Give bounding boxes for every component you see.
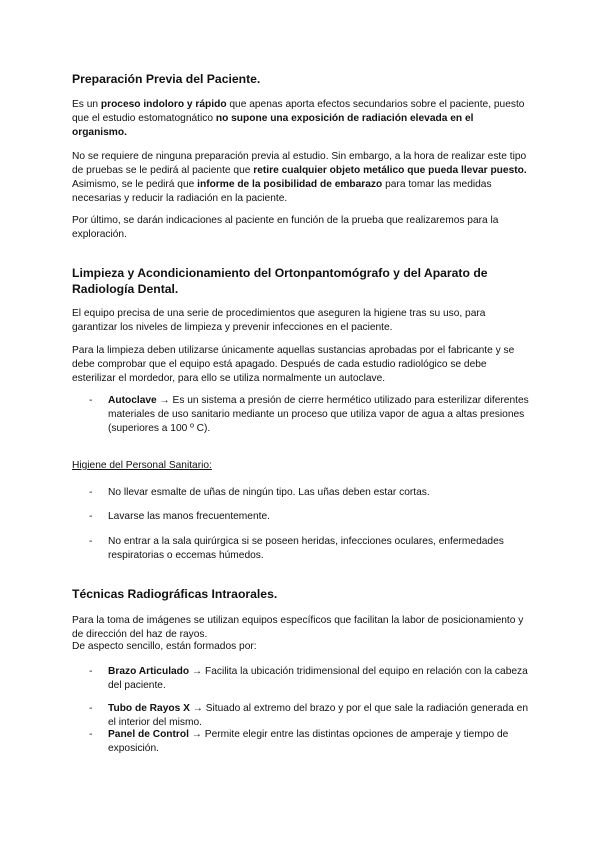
bullet-text: Tubo de Rayos X → Situado al extremo del brazo y por el que sale la radiación generada en el interior del mismo. [108, 703, 528, 728]
section-title-limpieza: Limpieza y Acondicionamiento del Ortonpantomógrafo y del Aparato de Radiología Dental. [72, 266, 488, 296]
bullet-dash: - [89, 536, 93, 547]
bullet-dash: - [89, 511, 93, 522]
bullet-dash: - [89, 487, 93, 498]
bullet-text: Lavarse las manos frecuentemente. [108, 511, 270, 522]
paragraph-indicaciones: Por último, se darán indicaciones al paciente en función de la prueba que realizaremos para la exploración. [72, 215, 499, 240]
bullet-text: No entrar a la sala quirúrgica si se poseen heridas, infecciones oculares, enfermedades respiratorias o eccemas húmedos. [108, 536, 504, 561]
bullet-text: Brazo Articulado → Facilita la ubicación tridimensional del equipo en relación con la cabeza del paciente. [108, 666, 528, 691]
bullet-dash: - [89, 395, 93, 406]
bullet-text: Autoclave → Es un sistema a presión de cierre hermético utilizado para esterilizar diferentes materiales de uso sanitario mediante un proceso que utiliza vapor de agua a altas presiones (superiores a 100 º C). [108, 395, 529, 434]
subheading-higiene: Higiene del Personal Sanitario: [72, 460, 212, 471]
list-item [89, 486, 530, 500]
paragraph-proceso: Es un proceso indoloro y rápido que apenas aporta efectos secundarios sobre el paciente, puesto que el estudio estomatognático no supone una exposición de radiación elevada en el organismo. [72, 99, 525, 138]
list-item [89, 510, 530, 524]
bullet-dash: - [89, 666, 93, 677]
section-title-preparacion: Preparación Previa del Paciente. [72, 72, 261, 86]
bullet-text: Panel de Control → Permite elegir entre las distintas opciones de amperaje y tiempo de exposición. [108, 729, 509, 754]
paragraph-equipos: Para la toma de imágenes se utilizan equipos específicos que facilitan la labor de posicionamiento y de dirección del haz de rayos. [72, 615, 524, 640]
list-item-tubo [89, 702, 530, 730]
list-item-autoclave [89, 394, 530, 436]
list-item-brazo [89, 665, 530, 693]
list-item [89, 535, 530, 563]
bullet-dash: - [89, 729, 93, 740]
bullet-text: No llevar esmalte de uñas de ningún tipo. Las uñas deben estar cortas. [108, 487, 430, 498]
paragraph-limpieza: Para la limpieza deben utilizarse únicamente aquellas sustancias aprobadas por el fabricante y se debe comprobar que el equipo está apagado. Después de cada estudio radiológico se debe esterilizar el mordedor, para ello se utiliza normalmente un autoclave. [72, 345, 515, 384]
paragraph-aspecto: De aspecto sencillo, están formados por: [72, 641, 257, 652]
paragraph-equipo: El equipo precisa de una serie de procedimientos que aseguren la higiene tras su uso, para garantizar los niveles de limpieza y prevenir infecciones en el paciente. [72, 308, 486, 333]
section-title-tecnicas: Técnicas Radiográficas Intraorales. [72, 587, 278, 601]
bullet-dash: - [89, 703, 93, 714]
paragraph-preparacion: No se requiere de ninguna preparación previa al estudio. Sin embargo, a la hora de realizar este tipo de pruebas se le pedirá al paciente que retire cualquier objeto metálico que pueda llevar puesto. Asimismo, se le pedirá que informe de la posibilidad de embarazo para tomar las medidas necesarias y reducir la radiación en la paciente. [72, 151, 527, 204]
list-item-panel [89, 728, 530, 756]
